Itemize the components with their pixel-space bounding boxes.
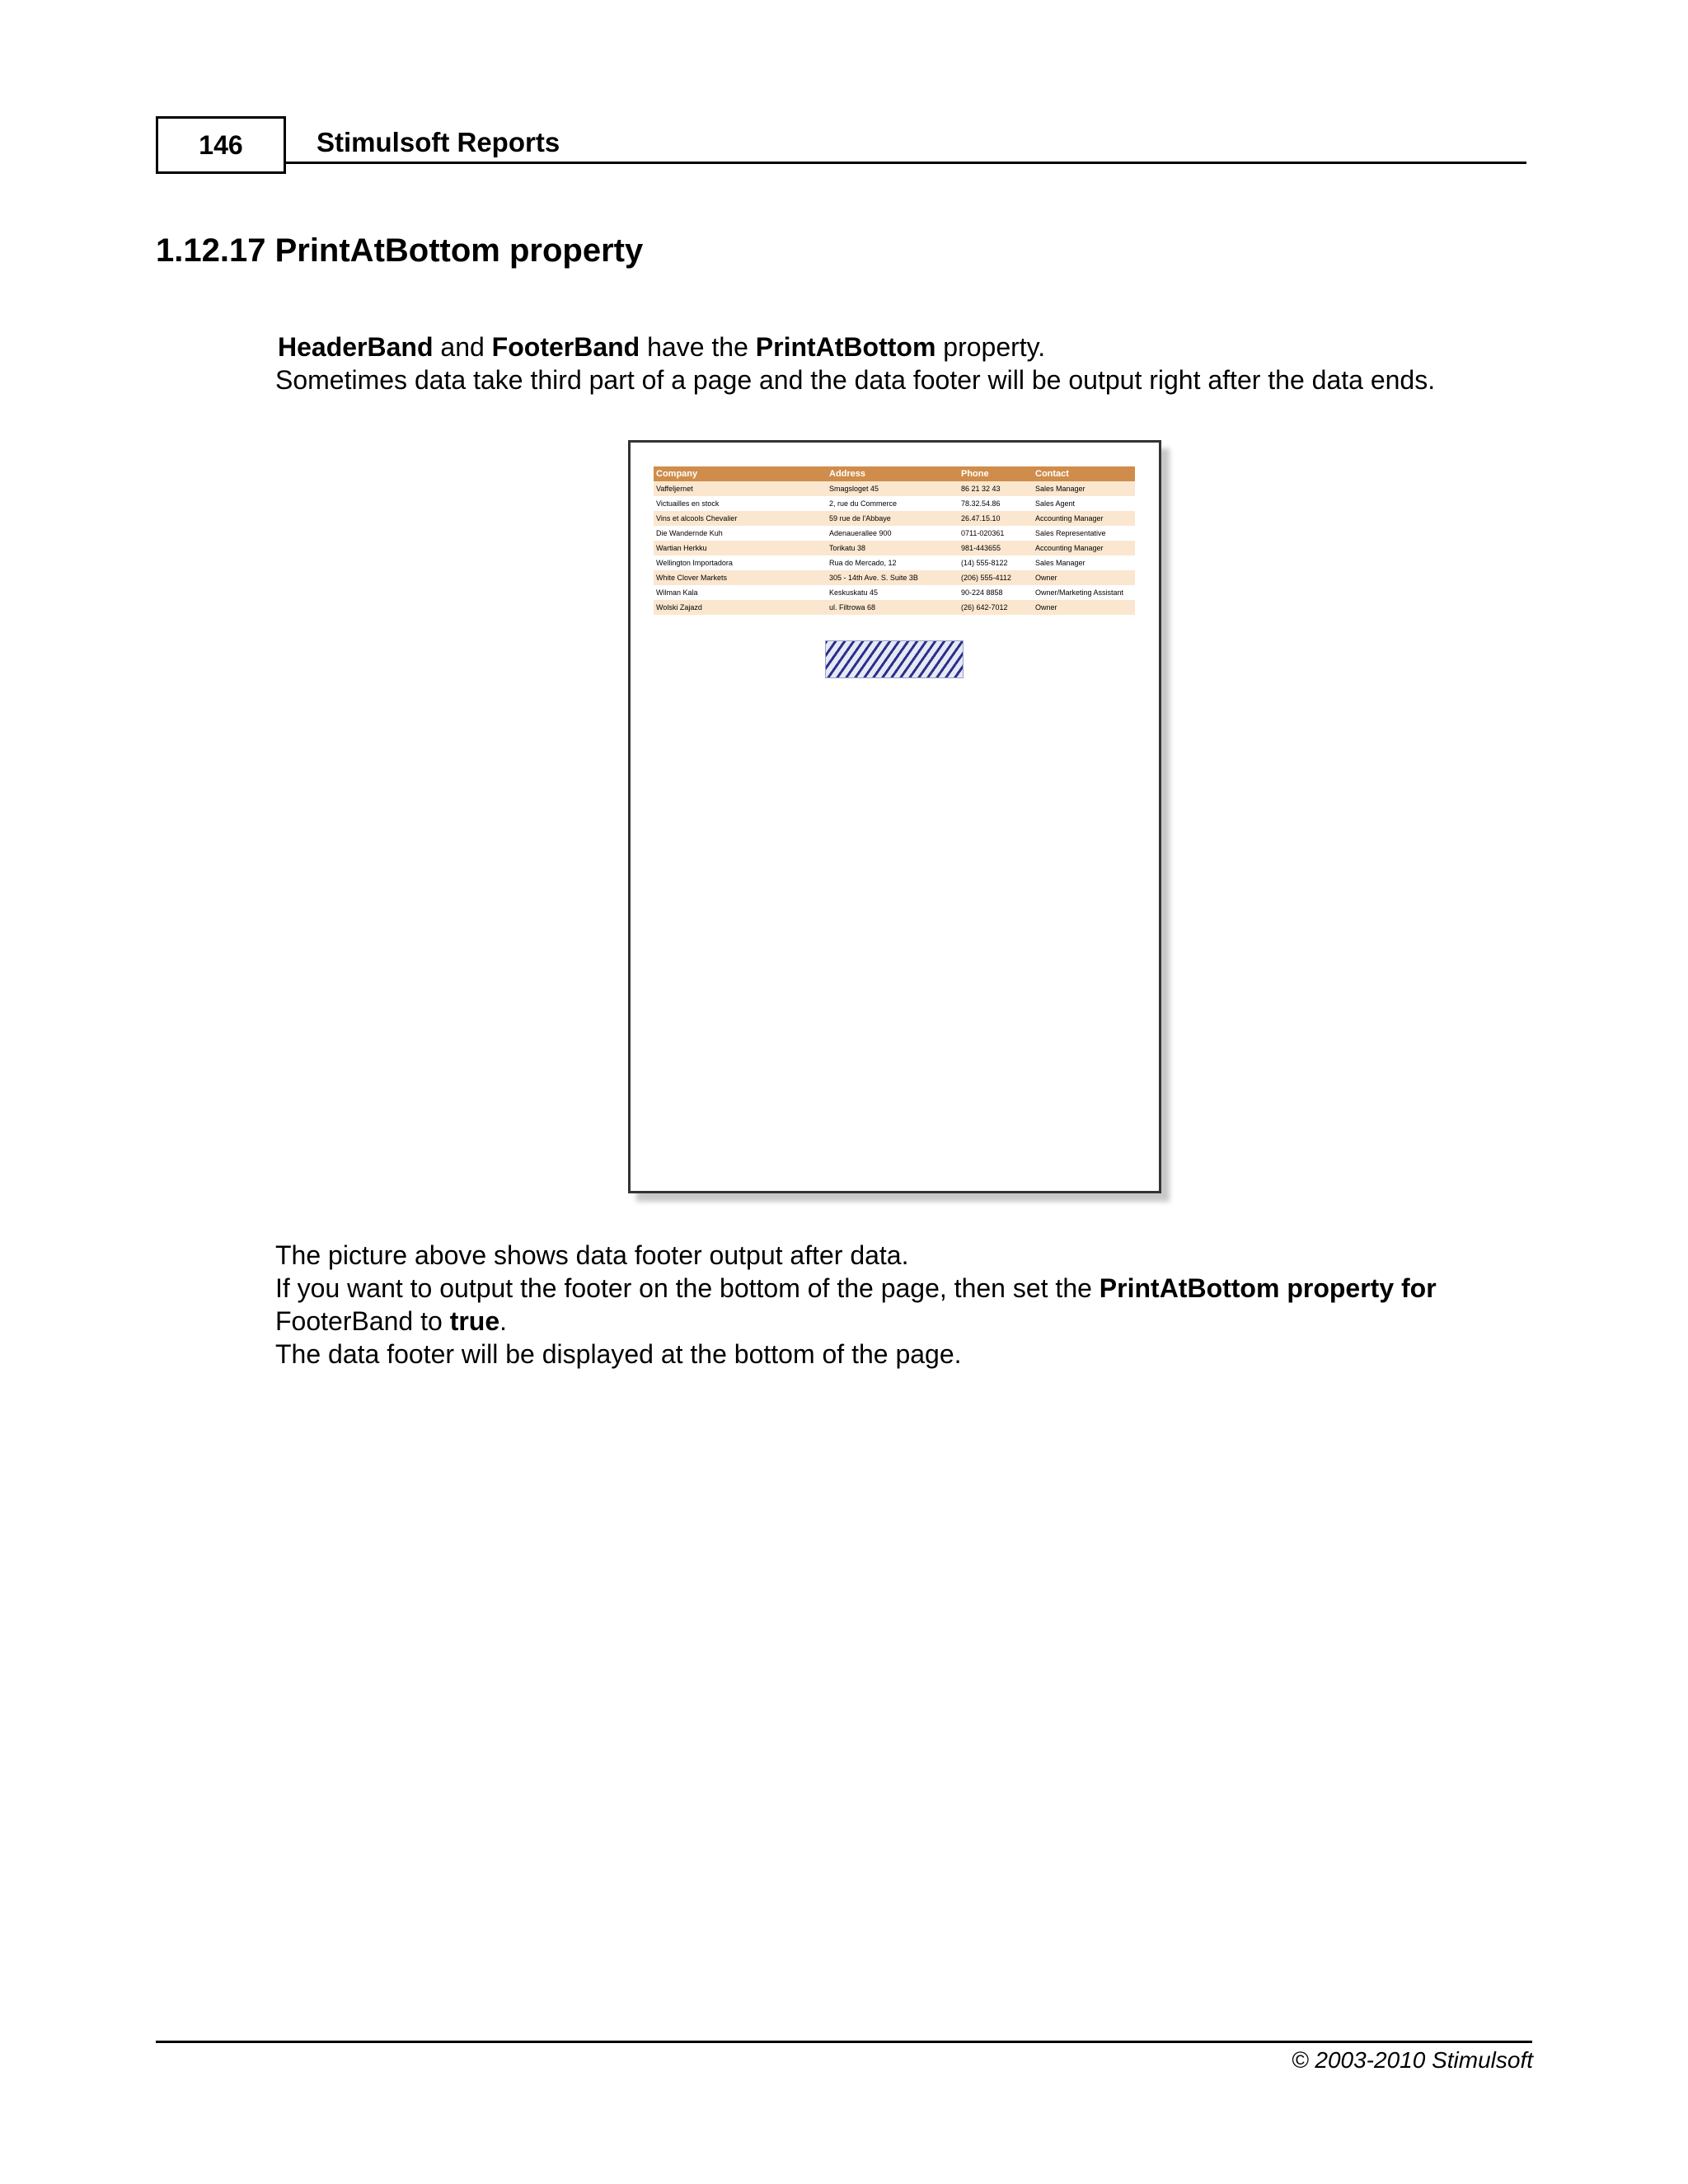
table-cell: (206) 555-4112 <box>961 574 1011 582</box>
intro-text: property. <box>935 332 1046 362</box>
footerband-term: FooterBand <box>491 332 640 362</box>
table-cell: 0711-020361 <box>961 529 1005 537</box>
body-paragraph-2 <box>275 1272 1437 1305</box>
table-cell: 78.32.54.86 <box>961 499 1001 508</box>
body-paragraph-1: The picture above shows data footer output after data. <box>275 1240 909 1270</box>
column-header-contact: Contact <box>1035 469 1069 479</box>
table-cell: Owner <box>1035 603 1057 612</box>
table-cell: Wellington Importadora <box>656 559 733 567</box>
table-cell: Rua do Mercado, 12 <box>829 559 897 567</box>
printatbottom-term: PrintAtBottom <box>755 332 936 362</box>
header-rule <box>286 162 1526 164</box>
body-text: If you want to output the footer on the bottom of the page, then set the <box>275 1273 1100 1303</box>
table-cell: White Clover Markets <box>656 574 728 582</box>
intro-text: have the <box>640 332 756 362</box>
table-cell: Sales Manager <box>1035 485 1085 493</box>
footer-rule <box>156 2041 1532 2043</box>
column-header-company: Company <box>656 469 698 479</box>
table-cell: Sales Manager <box>1035 559 1085 567</box>
table-cell: Keskuskatu 45 <box>829 588 879 597</box>
table-row <box>654 570 1135 585</box>
table-cell: 59 rue de l'Abbaye <box>829 514 891 523</box>
table-row <box>654 526 1135 541</box>
report-table-header <box>654 466 1135 481</box>
copyright: © 2003-2010 Stimulsoft <box>1291 2047 1533 2073</box>
body-paragraph-3 <box>275 1305 507 1338</box>
data-footer-band <box>825 640 964 678</box>
table-cell: 305 - 14th Ave. S. Suite 3B <box>829 574 918 582</box>
table-cell: Victuailles en stock <box>656 499 720 508</box>
doc-title: Stimulsoft Reports <box>316 127 560 157</box>
table-row <box>654 511 1135 526</box>
intro-text: and <box>433 332 492 362</box>
table-cell: Owner <box>1035 574 1057 582</box>
report-preview-figure <box>628 440 1161 1193</box>
headerband-term: HeaderBand <box>278 332 434 362</box>
table-cell: Vaffeljernet <box>656 485 693 493</box>
report-table <box>654 466 1135 615</box>
table-cell: 981-443655 <box>961 544 1001 552</box>
intro-paragraph-1 <box>278 330 1045 363</box>
table-cell: Wartian Herkku <box>656 544 707 552</box>
true-term: true <box>449 1306 500 1336</box>
table-cell: 90-224 8858 <box>961 588 1003 597</box>
table-row <box>654 600 1135 615</box>
table-cell: Owner/Marketing Assistant <box>1035 588 1124 597</box>
table-cell: 86 21 32 43 <box>961 485 1001 493</box>
table-cell: Accounting Manager <box>1035 544 1104 552</box>
table-cell: Wilman Kala <box>656 588 698 597</box>
table-row <box>654 555 1135 570</box>
table-cell: Adenauerallee 900 <box>829 529 892 537</box>
table-row <box>654 496 1135 511</box>
table-cell: 2, rue du Commerce <box>829 499 898 508</box>
section-title: 1.12.17 PrintAtBottom property <box>156 232 644 269</box>
page-number: 146 <box>199 129 243 160</box>
table-cell: Smagsloget 45 <box>829 485 879 493</box>
table-cell: Wolski Zajazd <box>656 603 702 612</box>
table-cell: (14) 555-8122 <box>961 559 1008 567</box>
column-header-address: Address <box>829 469 866 479</box>
printatbottom-property-term: PrintAtBottom property for <box>1099 1273 1437 1303</box>
table-row <box>654 541 1135 555</box>
table-cell: ul. Filtrowa 68 <box>829 603 876 612</box>
table-row <box>654 481 1135 496</box>
body-text: . <box>499 1306 508 1336</box>
table-cell: Accounting Manager <box>1035 514 1104 523</box>
intro-paragraph-2: Sometimes data take third part of a page and the data footer will be output right after the data ends. <box>275 365 1436 395</box>
table-cell: Sales Agent <box>1035 499 1076 508</box>
table-cell: Vins et alcools Chevalier <box>656 514 738 523</box>
table-cell: Die Wandernde Kuh <box>656 529 723 537</box>
page-number-box <box>156 116 286 174</box>
table-row <box>654 585 1135 600</box>
body-paragraph-4: The data footer will be displayed at the bottom of the page. <box>275 1339 962 1369</box>
body-text: FooterBand to <box>275 1306 450 1336</box>
column-header-phone: Phone <box>961 469 989 479</box>
table-cell: Sales Representative <box>1035 529 1106 537</box>
table-cell: 26.47.15.10 <box>961 514 1001 523</box>
table-cell: (26) 642-7012 <box>961 603 1008 612</box>
table-cell: Torikatu 38 <box>829 544 866 552</box>
